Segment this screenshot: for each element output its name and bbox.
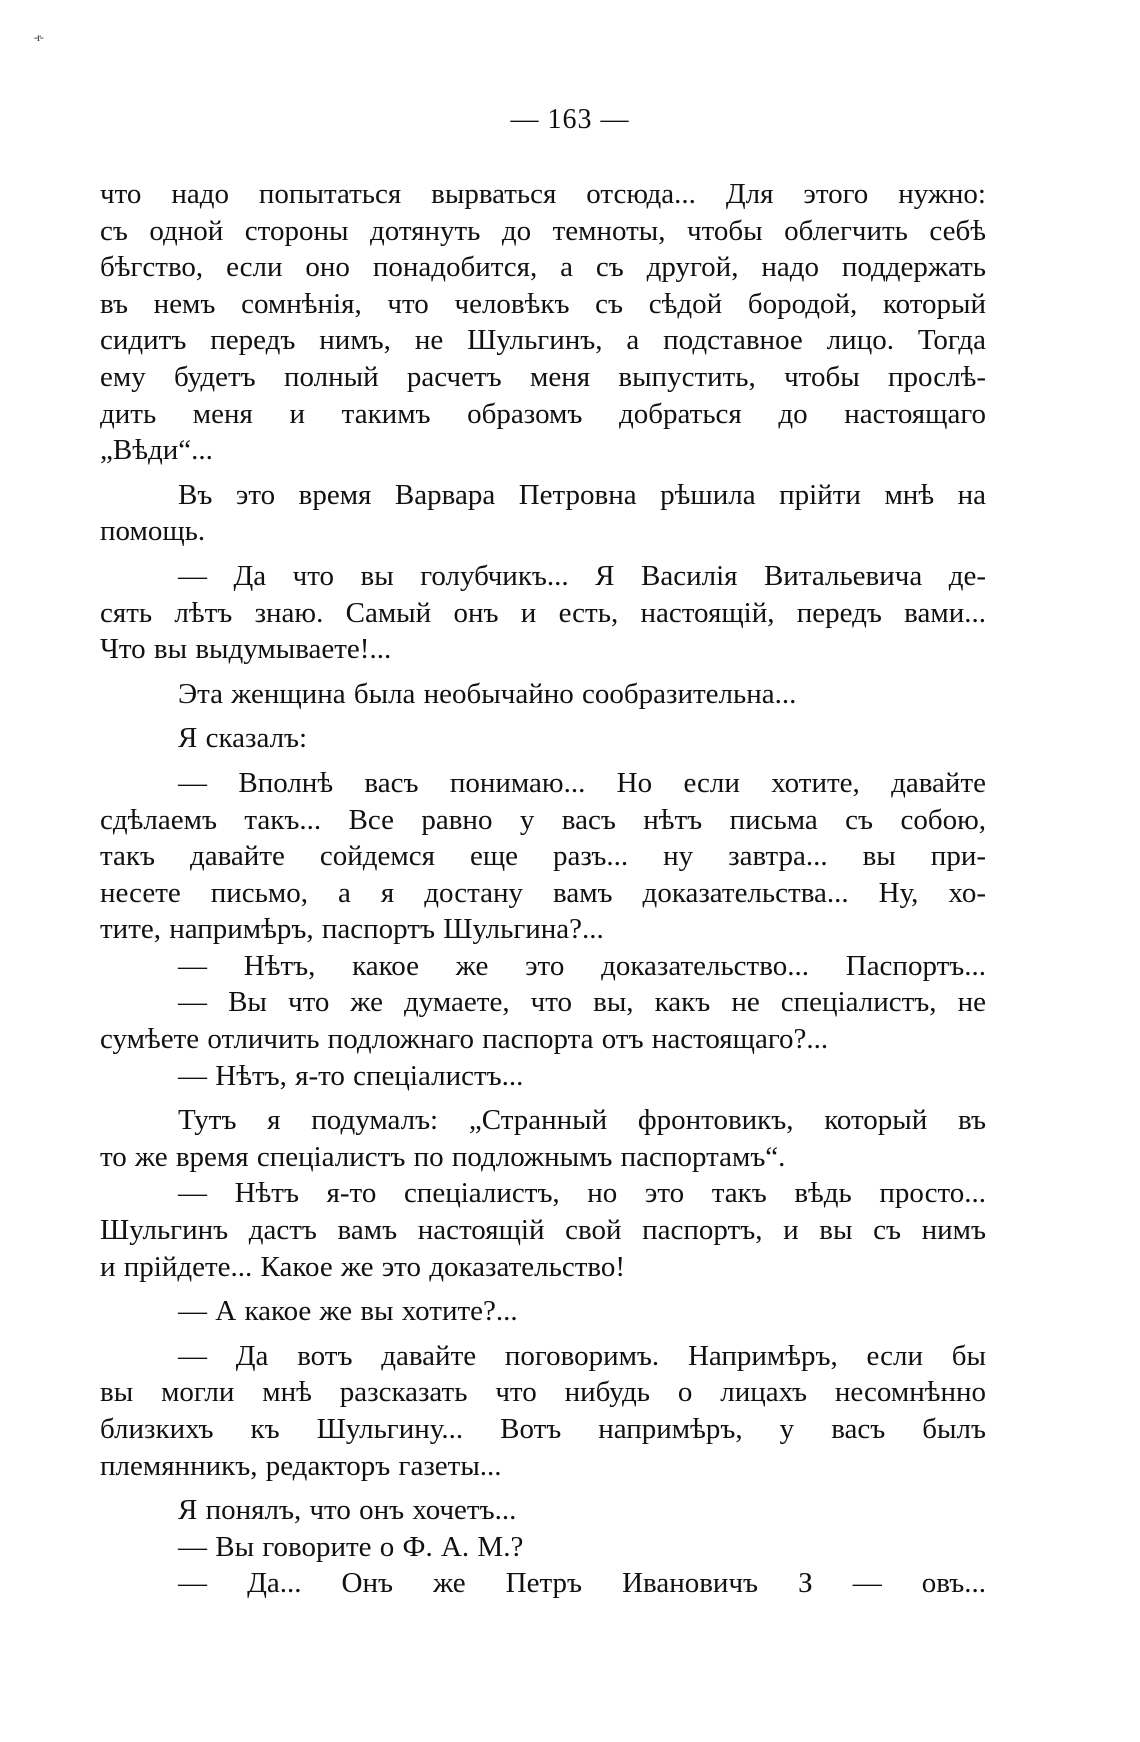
text-line: несете письмо, а я достану вамъ доказательства... Ну, хо- xyxy=(100,876,986,909)
text-line: — Вполнѣ васъ понимаю... Но если хотите, давайте xyxy=(178,766,986,799)
text-line: — А какое же вы хотите?... xyxy=(178,1295,518,1328)
text-line: вы могли мнѣ разсказать что нибудь о лицахъ несомнѣнно xyxy=(100,1376,986,1409)
text-line: — Нѣтъ я-то спеціалистъ, но это такъ вѣдь просто... xyxy=(178,1177,986,1210)
text-line: въ немъ сомнѣнія, что человѣкъ съ сѣдой бородой, который xyxy=(100,287,986,320)
text-line: съ одной стороны дотянуть до темноты, чтобы облегчить себѣ xyxy=(100,214,986,247)
text-line: тите, напримѣръ, паспортъ Шульгина?... xyxy=(100,913,604,946)
page-number: — 163 — xyxy=(510,104,630,135)
text-line: и прійдете... Какое же это доказательство! xyxy=(100,1250,626,1283)
text-line: ему будетъ полный расчетъ меня выпустить, чтобы прослѣ- xyxy=(100,360,986,393)
text-line: „Вѣди“... xyxy=(100,434,213,467)
text-line: Я понялъ, что онъ хочетъ... xyxy=(178,1494,517,1527)
text-line: сдѣлаемъ такъ... Все равно у васъ нѣтъ письма съ собою, xyxy=(100,803,986,836)
text-line: — Нѣтъ, я-то спеціалистъ... xyxy=(178,1059,524,1092)
text-line: близкихъ къ Шульгину... Вотъ напримѣръ, у васъ былъ xyxy=(100,1413,986,1445)
text-line: племянникъ, редакторъ газеты... xyxy=(100,1449,502,1482)
text-line: помощь. xyxy=(100,515,206,548)
text-line: Я сказалъ: xyxy=(178,722,308,755)
text-line: сять лѣтъ знаю. Самый онъ и есть, настоящій, передъ вами... xyxy=(100,596,986,629)
text-line: сидитъ передъ нимъ, не Шульгинъ, а подставное лицо. Тогда xyxy=(100,324,986,357)
corner-mark: -r- xyxy=(34,30,43,44)
text-line: такъ давайте сойдемся еще разъ... ну завтра... вы при- xyxy=(100,840,986,873)
text-line: — Вы говорите о Ф. А. М.? xyxy=(178,1530,524,1563)
text-line: Въ это время Варвара Петровна рѣшила прійти мнѣ на xyxy=(178,478,986,511)
body-text xyxy=(100,176,986,1602)
text-line: что надо попытаться вырваться отсюда... Для этого нужно: xyxy=(100,178,986,210)
text-line: то же время спеціалистъ по подложнымъ паспортамъ“. xyxy=(100,1140,786,1173)
text-line: — Нѣтъ, какое же это доказательство... Паспортъ... xyxy=(178,949,986,982)
text-line: Что вы выдумываете!... xyxy=(100,633,392,666)
text-line: — Да... Онъ же Петръ Ивановичъ З — овъ... xyxy=(178,1567,986,1600)
text-line: дить меня и такимъ образомъ добраться до настоящаго xyxy=(100,397,986,430)
text-line: Эта женщина была необычайно сообразительна... xyxy=(178,677,797,710)
text-line: — Да что вы голубчикъ... Я Василія Витальевича де- xyxy=(178,559,986,592)
text-line: Шульгинъ дастъ вамъ настоящій свой паспортъ, и вы съ нимъ xyxy=(100,1214,986,1247)
text-line: Тутъ я подумалъ: „Странный фронтовикъ, который въ xyxy=(178,1104,986,1137)
text-line: — Вы что же думаете, что вы, какъ не спеціалистъ, не xyxy=(178,986,986,1019)
text-line: — Да вотъ давайте поговоримъ. Напримѣръ, если бы xyxy=(178,1339,986,1372)
text-line: бѣгство, если оно понадобится, а съ другой, надо поддержать xyxy=(100,251,986,284)
text-line: сумѣете отличить подложнаго паспорта отъ настоящаго?... xyxy=(100,1023,829,1056)
